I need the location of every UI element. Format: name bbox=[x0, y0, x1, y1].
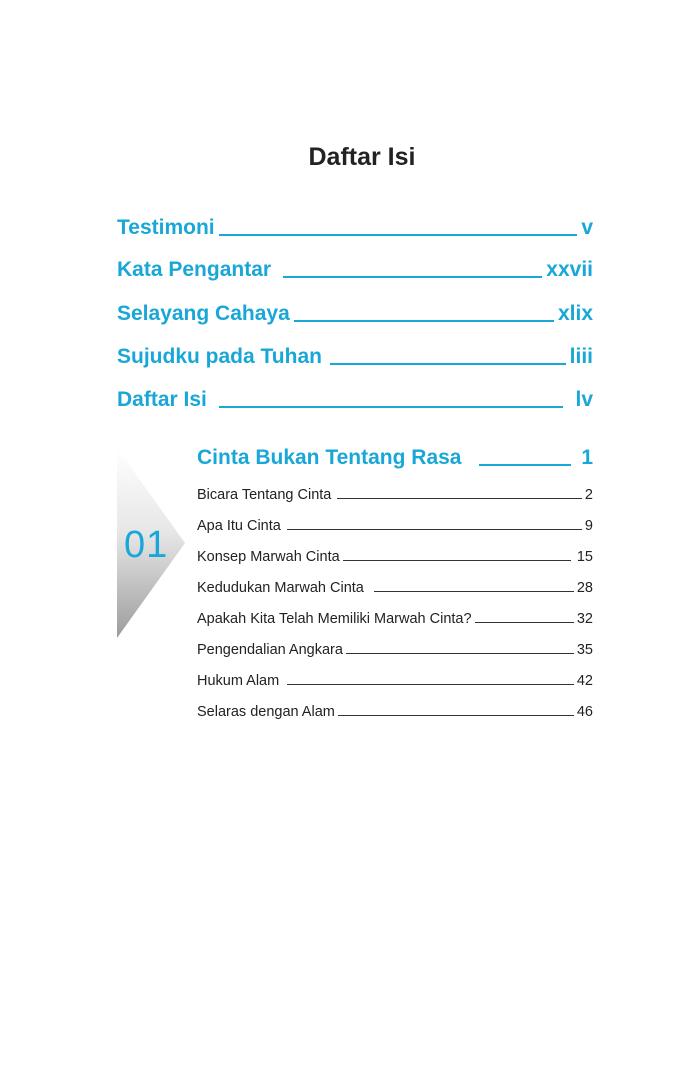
subentry-leader-line bbox=[338, 715, 574, 716]
toc-entry[interactable] bbox=[117, 382, 593, 412]
toc-leader-line bbox=[330, 363, 566, 365]
subentry-page: 28 bbox=[576, 580, 593, 596]
subentry-label: Kedudukan Marwah Cinta bbox=[197, 580, 364, 596]
chapter-number: 01 bbox=[124, 524, 169, 566]
toc-subentry[interactable] bbox=[197, 700, 593, 720]
toc-leader-line bbox=[294, 320, 554, 322]
subentry-label: Apakah Kita Telah Memiliki Marwah Cinta? bbox=[197, 611, 472, 627]
toc-entry-label: Sujudku pada Tuhan bbox=[117, 345, 322, 368]
toc-entry[interactable] bbox=[117, 296, 593, 326]
subentry-page: 15 bbox=[576, 549, 593, 565]
toc-leader-line bbox=[219, 234, 578, 236]
subentry-label: Apa Itu Cinta bbox=[197, 518, 281, 534]
subentry-page: 46 bbox=[576, 704, 593, 720]
subentry-leader-line bbox=[374, 591, 574, 592]
toc-entry-label: Kata Pengantar bbox=[117, 258, 272, 281]
page-title: Daftar Isi bbox=[308, 143, 416, 171]
toc-entry[interactable] bbox=[117, 210, 593, 240]
subentry-leader-line bbox=[287, 529, 582, 530]
subentry-page: 32 bbox=[576, 611, 593, 627]
chapter-title: Cinta Bukan Tentang Rasa bbox=[197, 446, 462, 469]
subentry-label: Konsep Marwah Cinta bbox=[197, 549, 340, 565]
toc-subentry[interactable] bbox=[197, 669, 593, 689]
toc-entry-label: Testimoni bbox=[117, 216, 215, 239]
toc-subentry[interactable] bbox=[197, 483, 593, 503]
toc-entry-page: xlix bbox=[557, 302, 593, 325]
subentry-page: 35 bbox=[576, 642, 593, 658]
subentry-leader-line bbox=[346, 653, 574, 654]
subentry-leader-line bbox=[287, 684, 574, 685]
subentry-leader-line bbox=[343, 560, 571, 561]
chapter-page: 1 bbox=[581, 446, 593, 469]
toc-subentry[interactable] bbox=[197, 576, 593, 596]
toc-entry-page: v bbox=[581, 216, 593, 239]
subentry-label: Bicara Tentang Cinta bbox=[197, 487, 332, 503]
subentry-leader-line bbox=[337, 498, 582, 499]
toc-subentry[interactable] bbox=[197, 607, 593, 627]
subentry-label: Hukum Alam bbox=[197, 673, 280, 689]
chapter-heading[interactable] bbox=[197, 440, 593, 470]
subentry-page: 42 bbox=[576, 673, 593, 689]
toc-entry-page: liii bbox=[569, 345, 593, 368]
subentry-page: 9 bbox=[584, 518, 593, 534]
toc-leader-line bbox=[283, 276, 542, 278]
subentry-label: Pengendalian Angkara bbox=[197, 642, 343, 658]
toc-entry[interactable] bbox=[117, 252, 593, 282]
chapter-leader-line bbox=[479, 464, 571, 466]
toc-leader-line bbox=[219, 406, 564, 408]
subentry-page: 2 bbox=[584, 487, 593, 503]
toc-subentry[interactable] bbox=[197, 514, 593, 534]
toc-subentry[interactable] bbox=[197, 638, 593, 658]
subentry-label: Selaras dengan Alam bbox=[197, 704, 335, 720]
toc-entry[interactable] bbox=[117, 339, 593, 369]
toc-entry-label: Daftar Isi bbox=[117, 388, 207, 411]
subentry-leader-line bbox=[475, 622, 574, 623]
toc-entry-page: lv bbox=[575, 388, 593, 411]
toc-entry-label: Selayang Cahaya bbox=[117, 302, 290, 325]
toc-subentry[interactable] bbox=[197, 545, 593, 565]
toc-entry-page: xxvii bbox=[546, 258, 593, 281]
